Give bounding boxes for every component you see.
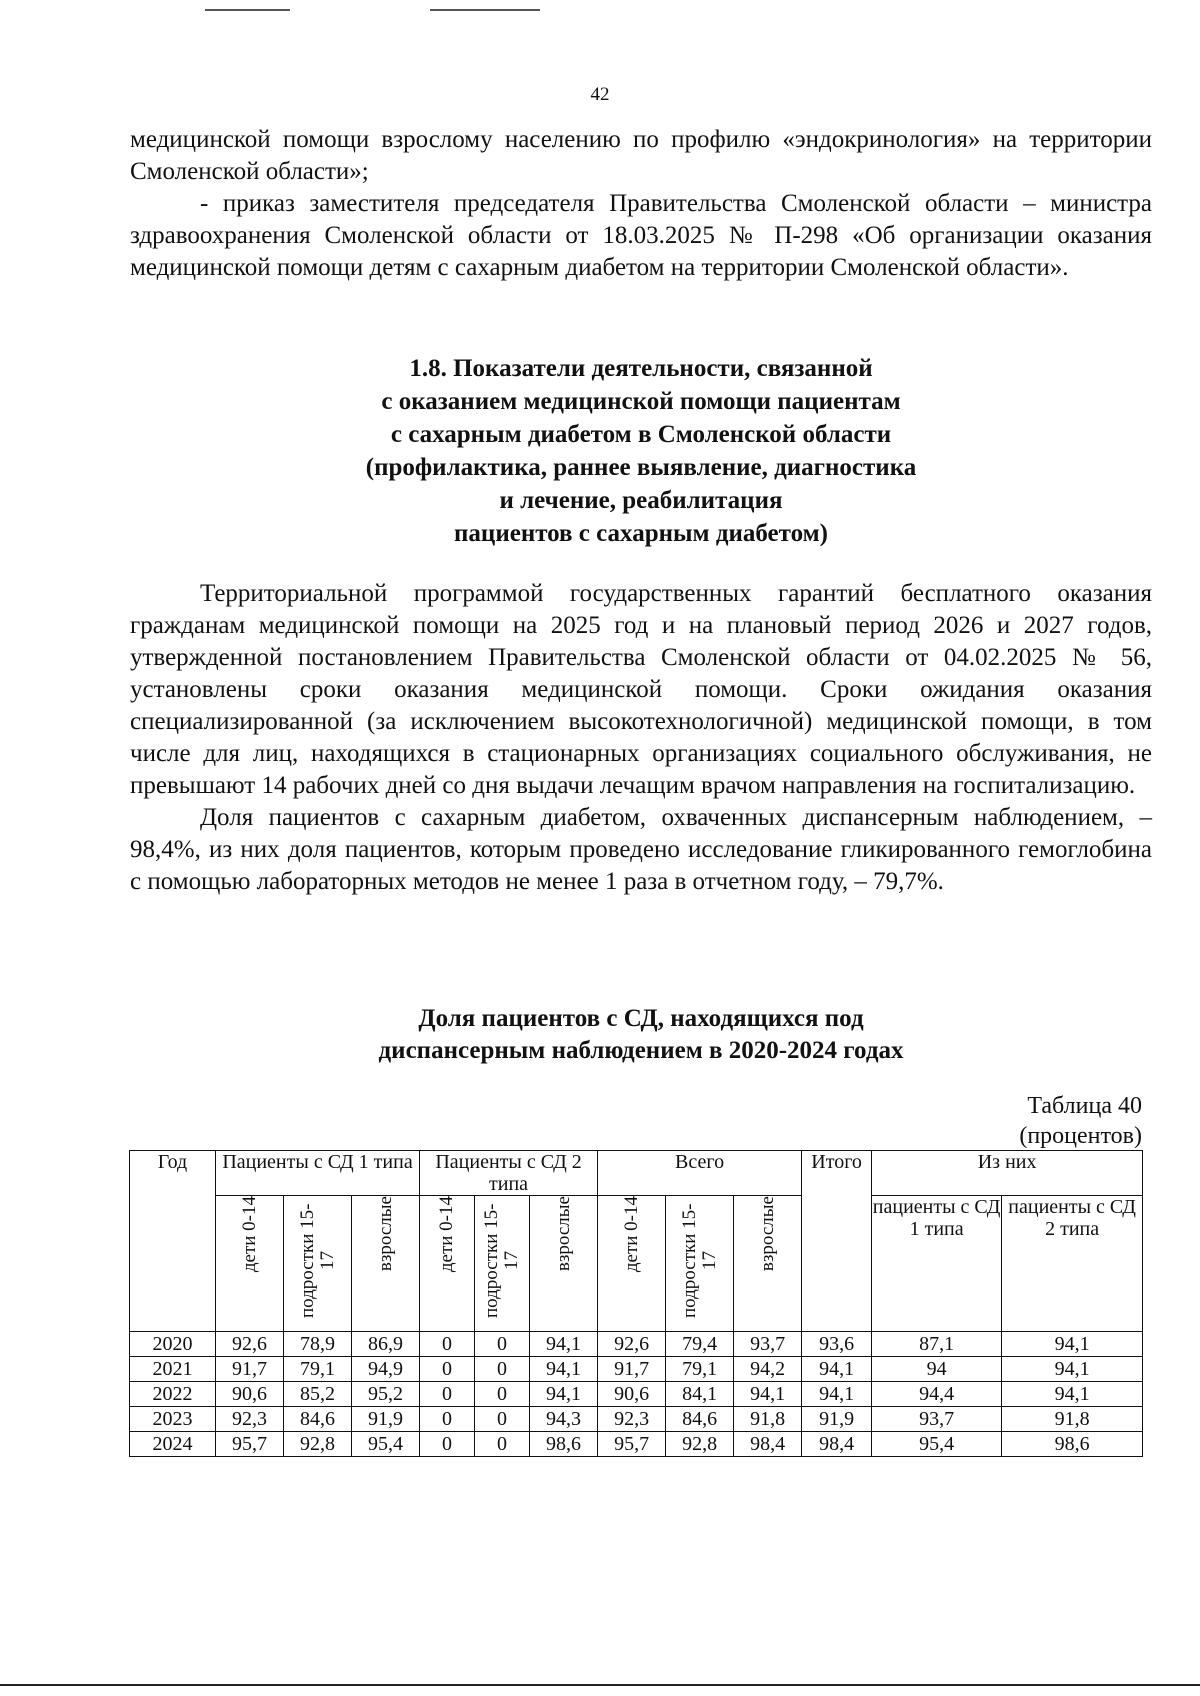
value-cell: 91,9 <box>352 1407 420 1432</box>
paragraph: Доля пациентов с сахарным диабетом, охваченных диспансерным наблюдением, – 98,4%, из них доля пациентов, которым проведено исследование гликированного гемоглобина с помощью лабораторных методов не менее 1 раза в отчетном году, – 79,7%. <box>130 804 1152 895</box>
intro-paragraphs <box>130 124 1152 284</box>
subheader-teens: подростки 15-17 <box>475 1196 530 1332</box>
header-sd1: Пациенты с СД 1 типа <box>216 1151 420 1196</box>
value-cell: 94,1 <box>530 1382 598 1407</box>
value-cell: 78,9 <box>284 1332 352 1357</box>
value-cell: 84,6 <box>666 1407 734 1432</box>
value-cell: 0 <box>420 1407 475 1432</box>
table-row <box>130 1432 1143 1457</box>
value-cell: 92,6 <box>216 1332 284 1357</box>
value-cell: 95,4 <box>872 1432 1002 1457</box>
value-cell: 86,9 <box>352 1332 420 1357</box>
value-cell: 94,3 <box>530 1407 598 1432</box>
value-cell: 0 <box>475 1332 530 1357</box>
value-cell: 0 <box>475 1382 530 1407</box>
value-cell: 0 <box>420 1432 475 1457</box>
header-of-them: Из них <box>872 1151 1143 1196</box>
paragraph: Территориальной программой государственных гарантий бесплатного оказания гражданам медицинской помощи на 2025 год и на плановый период 2026 и 2027 годов, утвержденной постановлением Правительства Смоленской области от 04.02.2025 № 56, установлены сроки оказания медицинской помощи. Сроки ожидания оказания специализированной (за исключением высокотехнологичной) медицинской помощи, в том числе для лиц, находящихся в стационарных организациях социального обслуживания, не превышают 14 рабочих дней со дня выдачи лечащим врачом направления на госпитализацию. <box>130 580 1152 799</box>
value-cell: 92,8 <box>284 1432 352 1457</box>
scan-bottom-line <box>0 1684 1200 1686</box>
subheader-of-sd2: пациенты с СД 2 типа <box>1002 1196 1143 1332</box>
value-cell: 84,1 <box>666 1382 734 1407</box>
subheader-adults: взрослые <box>734 1196 802 1332</box>
value-cell: 98,4 <box>734 1432 802 1457</box>
value-cell: 90,6 <box>598 1382 666 1407</box>
value-cell: 0 <box>420 1332 475 1357</box>
value-cell: 91,7 <box>598 1357 666 1382</box>
table-title-line: Доля пациентов с СД, находящихся под <box>418 1005 864 1032</box>
value-cell: 0 <box>475 1357 530 1382</box>
value-cell: 85,2 <box>284 1382 352 1407</box>
value-cell: 94,1 <box>802 1382 872 1407</box>
heading-line: и лечение, реабилитация <box>499 487 783 514</box>
value-cell: 91,8 <box>1002 1407 1143 1432</box>
value-cell: 92,3 <box>598 1407 666 1432</box>
subheader-children: дети 0-14 <box>598 1196 666 1332</box>
table-title <box>130 1003 1152 1067</box>
value-cell: 94,1 <box>1002 1357 1143 1382</box>
value-cell: 94,4 <box>872 1382 1002 1407</box>
heading-line: пациентов с сахарным диабетом) <box>454 520 828 547</box>
value-cell: 84,6 <box>284 1407 352 1432</box>
heading-line: с оказанием медицинской помощи пациентам <box>381 388 901 415</box>
value-cell: 91,7 <box>216 1357 284 1382</box>
subheader-children: дети 0-14 <box>420 1196 475 1332</box>
subheader-teens: подростки 15-17 <box>284 1196 352 1332</box>
table-row <box>130 1357 1143 1382</box>
value-cell: 0 <box>420 1357 475 1382</box>
value-cell: 94,1 <box>530 1332 598 1357</box>
header-sd2: Пациенты с СД 2 типа <box>420 1151 598 1196</box>
scan-top-line <box>430 9 540 11</box>
value-cell: 94,2 <box>734 1357 802 1382</box>
body-paragraphs <box>130 578 1152 898</box>
value-cell: 0 <box>420 1382 475 1407</box>
table-row <box>130 1407 1143 1432</box>
subheader-of-sd1: пациенты с СД 1 типа <box>872 1196 1002 1332</box>
paragraph: медицинской помощи взрослому населению по профилю «эндокринология» на территории Смоленской области»; <box>130 126 1152 185</box>
table-label <box>1019 1091 1142 1151</box>
header-year: Год <box>130 1151 216 1332</box>
value-cell: 93,6 <box>802 1332 872 1357</box>
value-cell: 94,1 <box>734 1382 802 1407</box>
subheader-adults: взрослые <box>530 1196 598 1332</box>
value-cell: 93,7 <box>734 1332 802 1357</box>
value-cell: 94 <box>872 1357 1002 1382</box>
value-cell: 94,1 <box>802 1357 872 1382</box>
subheader-teens: подростки 15-17 <box>666 1196 734 1332</box>
value-cell: 90,6 <box>216 1382 284 1407</box>
value-cell: 79,1 <box>284 1357 352 1382</box>
value-cell: 92,6 <box>598 1332 666 1357</box>
page-number: 42 <box>590 84 610 105</box>
value-cell: 95,2 <box>352 1382 420 1407</box>
value-cell: 94,9 <box>352 1357 420 1382</box>
value-cell: 94,1 <box>530 1357 598 1382</box>
table-title-line: диспансерным наблюдением в 2020-2024 годах <box>378 1037 904 1064</box>
value-cell: 87,1 <box>872 1332 1002 1357</box>
value-cell: 98,6 <box>530 1432 598 1457</box>
value-cell: 95,7 <box>216 1432 284 1457</box>
table-row <box>130 1382 1143 1407</box>
value-cell: 94,1 <box>1002 1382 1143 1407</box>
value-cell: 79,4 <box>666 1332 734 1357</box>
table-number: Таблица 40 <box>1027 1093 1142 1119</box>
header-total: Всего <box>598 1151 802 1196</box>
year-cell: 2021 <box>130 1357 216 1382</box>
dispensary-table <box>129 1150 1143 1457</box>
heading-line: с сахарным диабетом в Смоленской области <box>390 421 892 448</box>
value-cell: 95,7 <box>598 1432 666 1457</box>
heading-line: 1.8. Показатели деятельности, связанной <box>409 355 873 382</box>
table-body <box>130 1332 1143 1457</box>
year-cell: 2024 <box>130 1432 216 1457</box>
value-cell: 98,4 <box>802 1432 872 1457</box>
table-units: (процентов) <box>1019 1123 1142 1149</box>
value-cell: 0 <box>475 1407 530 1432</box>
paragraph: - приказ заместителя председателя Правительства Смоленской области – министра здравоохранения Смоленской области от 18.03.2025 № П-298 «Об организации оказания медицинской помощи детям с сахарным диабетом на территории Смоленской области». <box>130 190 1152 281</box>
value-cell: 0 <box>475 1432 530 1457</box>
year-cell: 2022 <box>130 1382 216 1407</box>
value-cell: 92,8 <box>666 1432 734 1457</box>
value-cell: 92,3 <box>216 1407 284 1432</box>
heading-line: (профилактика, раннее выявление, диагностика <box>365 454 917 481</box>
year-cell: 2023 <box>130 1407 216 1432</box>
subheader-children: дети 0-14 <box>216 1196 284 1332</box>
value-cell: 98,6 <box>1002 1432 1143 1457</box>
value-cell: 95,4 <box>352 1432 420 1457</box>
subheader-adults: взрослые <box>352 1196 420 1332</box>
table-row <box>130 1332 1143 1357</box>
value-cell: 93,7 <box>872 1407 1002 1432</box>
value-cell: 91,8 <box>734 1407 802 1432</box>
header-itogo: Итого <box>802 1151 872 1332</box>
scan-top-line <box>205 9 290 11</box>
value-cell: 91,9 <box>802 1407 872 1432</box>
value-cell: 79,1 <box>666 1357 734 1382</box>
year-cell: 2020 <box>130 1332 216 1357</box>
value-cell: 94,1 <box>1002 1332 1143 1357</box>
section-heading <box>130 352 1152 550</box>
